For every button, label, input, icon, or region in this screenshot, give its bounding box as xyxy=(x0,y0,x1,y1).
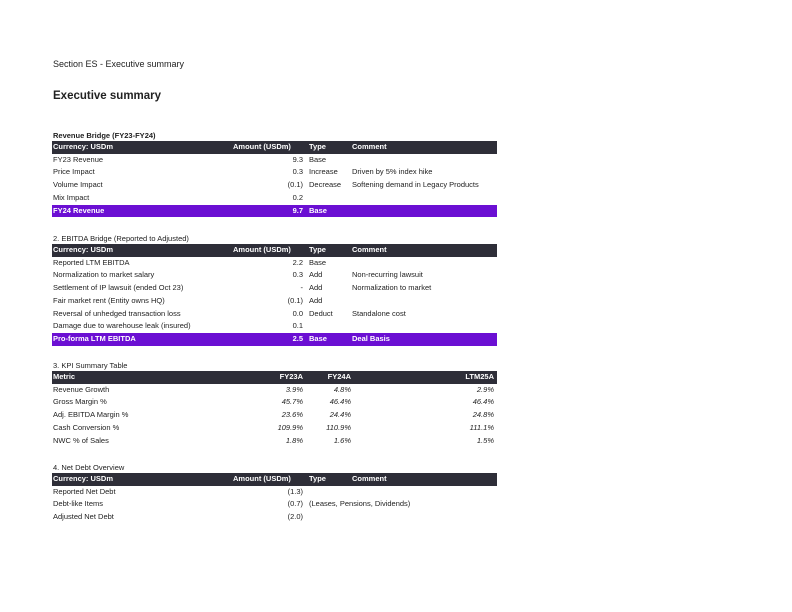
row-amount: (2.0) xyxy=(287,512,303,522)
row-amount: (0.1) xyxy=(287,295,303,305)
total-amount: 2.5 xyxy=(232,333,303,346)
header-amount: Amount (USDm) xyxy=(232,244,303,257)
row-type xyxy=(303,192,351,205)
row-type: Base xyxy=(309,154,327,164)
table-row xyxy=(52,422,497,435)
row-label: Fair market rent (Entity owns HQ) xyxy=(53,295,165,305)
header-currency: Currency: USDm xyxy=(52,141,232,154)
row-ltm25a: 24.8% xyxy=(472,410,494,420)
row-amount: 0.0 xyxy=(292,308,303,318)
table-row xyxy=(52,257,497,270)
ebitda-bridge-table xyxy=(52,244,497,346)
row-amount: - xyxy=(300,283,303,293)
total-type: Base xyxy=(303,205,351,218)
row-amount: 2.2 xyxy=(292,257,303,267)
total-label: FY24 Revenue xyxy=(52,205,232,218)
row-label: Reported LTM EBITDA xyxy=(53,257,130,267)
row-ltm25a: 46.4% xyxy=(472,397,494,407)
header-ltm25a: LTM25A xyxy=(351,371,497,384)
header-amount: Amount (USDm) xyxy=(232,473,303,486)
row-metric: NWC % of Sales xyxy=(53,435,109,445)
table-row xyxy=(52,320,497,333)
row-comment: Normalization to market xyxy=(352,283,432,293)
row-type: (Leases, Pensions, Dividends) xyxy=(309,499,411,509)
header-fy24a: FY24A xyxy=(303,371,351,384)
row-fy23a: 109.9% xyxy=(277,422,303,432)
row-fy24a: 110.9% xyxy=(326,422,351,432)
row-type: Deduct xyxy=(309,308,333,318)
header-comment: Comment xyxy=(351,244,497,257)
row-fy23a: 45.7% xyxy=(281,397,303,407)
total-row xyxy=(52,205,497,218)
row-amount: (0.7) xyxy=(287,499,303,509)
row-comment xyxy=(351,295,497,308)
row-label: Reversal of unhedged transaction loss xyxy=(53,308,181,318)
row-comment xyxy=(351,192,497,205)
table-header-row xyxy=(52,371,497,384)
row-label: Normalization to market salary xyxy=(53,270,155,280)
row-amount: (1.3) xyxy=(287,486,303,496)
row-type xyxy=(303,486,497,499)
net-debt-table xyxy=(52,473,497,524)
header-type: Type xyxy=(303,244,351,257)
table-header-row xyxy=(52,141,497,154)
row-label: Adjusted Net Debt xyxy=(53,512,114,522)
table-row xyxy=(52,409,497,422)
row-fy24a: 46.4% xyxy=(329,397,351,407)
row-ltm25a: 111.1% xyxy=(469,422,494,432)
header-amount: Amount (USDm) xyxy=(232,141,303,154)
revenue-bridge-title: Revenue Bridge (FY23-FY24) xyxy=(53,131,156,140)
table-header-row xyxy=(52,244,497,257)
table-row xyxy=(52,435,497,448)
row-amount: 0.2 xyxy=(292,192,303,202)
row-type: Add xyxy=(309,283,323,293)
row-type xyxy=(303,511,497,524)
revenue-bridge-table xyxy=(52,141,497,217)
row-metric: Adj. EBITDA Margin % xyxy=(53,410,129,420)
table-row xyxy=(52,384,497,397)
ebitda-bridge-title: 2. EBITDA Bridge (Reported to Adjusted) xyxy=(53,234,189,243)
header-metric: Metric xyxy=(52,371,252,384)
row-label: FY23 Revenue xyxy=(53,154,104,164)
row-metric: Revenue Growth xyxy=(53,384,110,394)
row-comment: Driven by 5% index hike xyxy=(352,167,433,177)
table-row xyxy=(52,486,497,499)
table-row xyxy=(52,511,497,524)
row-comment: Softening demand in Legacy Products xyxy=(352,180,479,190)
row-fy24a: 4.8% xyxy=(333,384,351,394)
row-amount: 0.3 xyxy=(292,167,303,177)
total-label: Pro-forma LTM EBITDA xyxy=(52,333,232,346)
page-title: Executive summary xyxy=(53,90,162,102)
table-row xyxy=(52,308,497,321)
total-row xyxy=(52,333,497,346)
row-type: Increase xyxy=(309,167,338,177)
kpi-summary-section xyxy=(52,361,497,447)
row-label: Damage due to warehouse leak (insured) xyxy=(53,321,191,331)
row-metric: Cash Conversion % xyxy=(53,422,120,432)
row-fy23a: 23.6% xyxy=(281,410,303,420)
header-comment: Comment xyxy=(351,473,497,486)
kpi-summary-title: 3. KPI Summary Table xyxy=(53,361,128,370)
row-label: Mix Impact xyxy=(53,192,90,202)
table-row xyxy=(52,295,497,308)
row-fy23a: 3.9% xyxy=(285,384,303,394)
section-label: Section ES - Executive summary xyxy=(53,59,185,69)
row-fy23a: 1.8% xyxy=(285,435,303,445)
total-type: Base xyxy=(303,333,351,346)
row-comment: Non-recurring lawsuit xyxy=(352,270,423,280)
row-comment: Standalone cost xyxy=(352,308,406,318)
row-amount: 0.1 xyxy=(292,321,303,331)
header-fy23a: FY23A xyxy=(252,371,303,384)
row-label: Reported Net Debt xyxy=(53,486,116,496)
row-comment xyxy=(351,320,497,333)
total-comment xyxy=(351,205,497,218)
row-label: Settlement of IP lawsuit (ended Oct 23) xyxy=(53,283,184,293)
row-ltm25a: 1.5% xyxy=(476,435,494,445)
table-row xyxy=(52,166,497,179)
row-amount: 9.3 xyxy=(292,154,303,164)
row-type: Decrease xyxy=(309,180,342,190)
row-metric: Gross Margin % xyxy=(53,397,107,407)
total-amount: 9.7 xyxy=(232,205,303,218)
header-type: Type xyxy=(303,473,351,486)
table-row xyxy=(52,498,497,511)
row-label: Price Impact xyxy=(53,167,95,177)
row-amount: (0.1) xyxy=(287,180,303,190)
row-type: Add xyxy=(309,295,323,305)
table-row xyxy=(52,179,497,192)
row-label: Debt-like Items xyxy=(53,499,104,509)
row-comment xyxy=(351,257,497,270)
row-fy24a: 1.6% xyxy=(333,435,351,445)
table-row xyxy=(52,269,497,282)
ebitda-bridge-section xyxy=(52,234,497,346)
row-comment xyxy=(351,154,497,167)
revenue-bridge-section xyxy=(52,131,497,217)
row-type: Add xyxy=(309,270,323,280)
header-currency: Currency: USDm xyxy=(52,244,232,257)
row-type: Base xyxy=(309,257,327,267)
table-row xyxy=(52,192,497,205)
row-fy24a: 24.4% xyxy=(329,410,351,420)
row-ltm25a: 2.9% xyxy=(476,384,494,394)
header-comment: Comment xyxy=(351,141,497,154)
total-comment: Deal Basis xyxy=(351,333,497,346)
row-type xyxy=(303,320,351,333)
table-row xyxy=(52,154,497,167)
table-row xyxy=(52,396,497,409)
header-currency: Currency: USDm xyxy=(52,473,232,486)
net-debt-section xyxy=(52,463,497,524)
header-type: Type xyxy=(303,141,351,154)
table-row xyxy=(52,282,497,295)
row-label: Volume Impact xyxy=(53,180,103,190)
row-amount: 0.3 xyxy=(292,270,303,280)
kpi-summary-table xyxy=(52,371,497,447)
table-header-row xyxy=(52,473,497,486)
net-debt-title: 4. Net Debt Overview xyxy=(53,463,125,472)
